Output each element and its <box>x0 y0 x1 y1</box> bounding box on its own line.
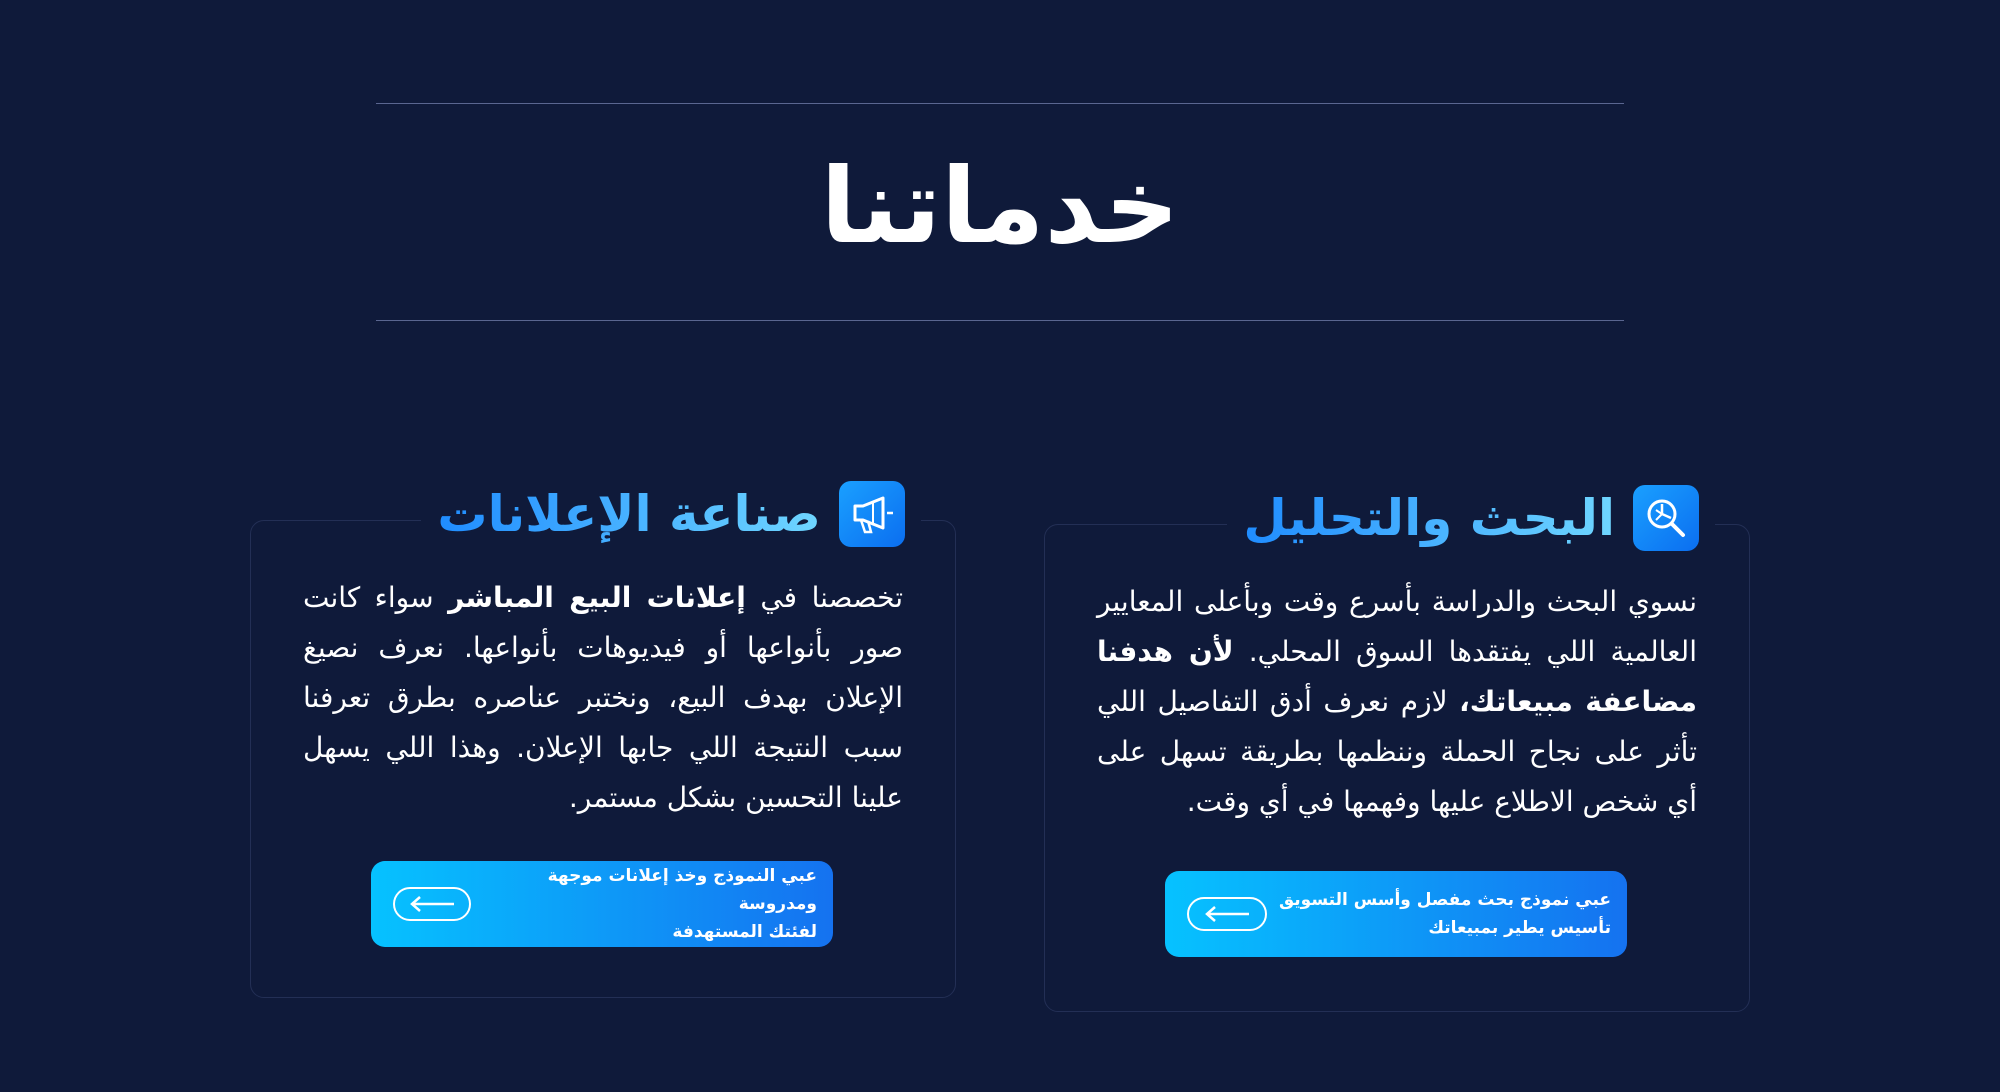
research-card-header <box>1227 485 1715 551</box>
research-cta-line-2: تأسيس يطير بمبيعاتك <box>1428 918 1611 938</box>
research-card-title: البحث والتحليل <box>1243 489 1615 547</box>
research-cta-label <box>1279 886 1611 942</box>
ads-cta-line-1: عبي النموذج وخذ إعلانات موجهة ومدروسة <box>547 866 817 914</box>
research-card <box>1044 489 1750 1012</box>
ads-text-bold: إعلانات البيع المباشر <box>448 581 746 614</box>
research-text-part-2: لازم نعرف أدق التفاصيل اللي تأثر على نجاح الحملة وننظمها بطريقة تسهل على أي شخص الاطلاع عليها وفهمها في أي وقت. <box>1097 685 1697 818</box>
research-text-bold: لأن هدفنا مضاعفة مبيعاتك، <box>1097 635 1697 718</box>
research-cta-line-1: عبي نموذج بحث مفصل وأسس التسويق <box>1278 890 1611 910</box>
page-title: خدماتنا <box>820 145 1180 267</box>
bottom-divider <box>376 320 1624 321</box>
ads-card-header <box>421 481 921 547</box>
ads-cta-label <box>471 862 817 946</box>
ads-cta-button[interactable] <box>371 861 833 947</box>
search-analytics-icon <box>1633 485 1699 551</box>
ads-text-part-1: تخصصنا في <box>745 581 903 614</box>
megaphone-icon <box>839 481 905 547</box>
ads-card <box>250 485 956 998</box>
ads-card-text <box>303 573 903 823</box>
research-text-part-1: نسوي البحث والدراسة بأسرع وقت وبأعلى المعايير العالمية اللي يفتقدها السوق المحلي. <box>1097 585 1697 668</box>
ads-cta-line-2: لفئتك المستهدفة <box>672 922 817 942</box>
arrow-left-icon <box>393 887 471 921</box>
ads-card-title: صناعة الإعلانات <box>437 485 821 543</box>
research-cta-button[interactable] <box>1165 871 1627 957</box>
arrow-left-icon <box>1187 897 1267 931</box>
ads-text-part-2: سواء كانت صور بأنواعها أو فيديوهات بأنواعها. نعرف نصيغ الإعلان بهدف البيع، ونختبر عناصره بطرق تعرفنا سبب النتيجة اللي جابها الإعلان. وهذا اللي يسهل علينا التحسين بشكل مستمر. <box>303 581 903 814</box>
research-card-text <box>1097 577 1697 827</box>
top-divider <box>376 103 1624 104</box>
